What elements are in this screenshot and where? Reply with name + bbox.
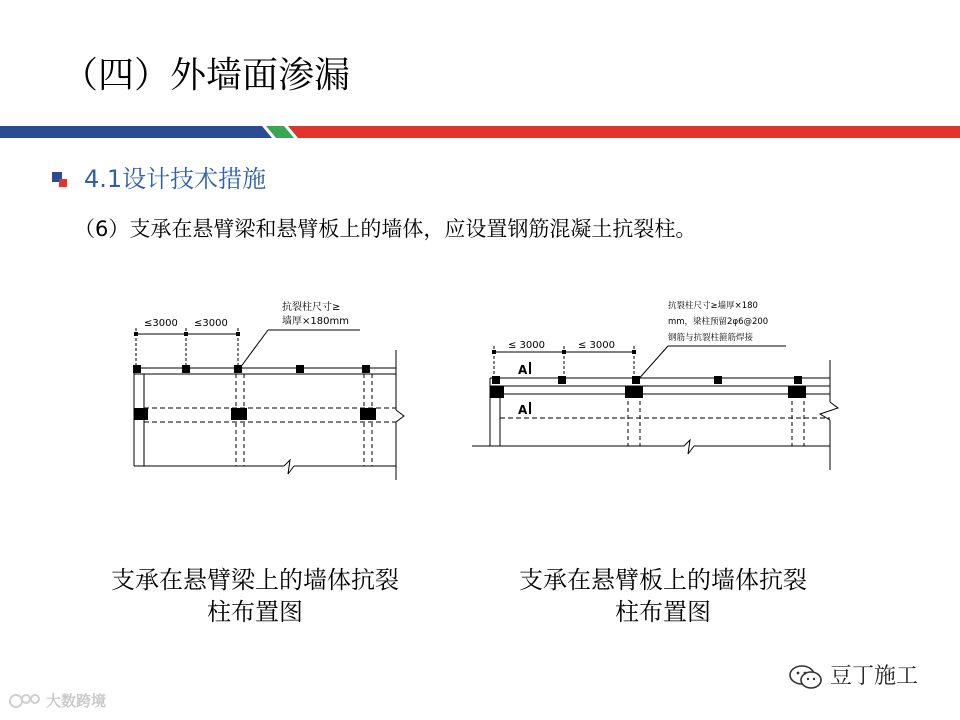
- cantilever-beam-diagram: [118, 290, 418, 490]
- caption-left-line2: 柱布置图: [207, 598, 303, 626]
- wechat-icon: [788, 663, 824, 691]
- right-note-line1: 抗裂柱尺寸≥墙厚×180: [668, 301, 758, 311]
- caption-right-line2: 柱布置图: [615, 598, 711, 626]
- left-note-line1: 抗裂柱尺寸≥: [282, 302, 341, 313]
- watermark-text: 大数跨境: [46, 692, 107, 710]
- slide-title: （四）外墙面渗漏: [62, 55, 351, 96]
- caption-right: [488, 564, 838, 628]
- caption-left: [80, 564, 430, 628]
- section-mark-bottom: A: [518, 403, 528, 417]
- brand-badge: [788, 662, 918, 692]
- left-dim-1: ≤3000: [144, 318, 178, 329]
- caption-right-line1: 支承在悬臂板上的墙体抗裂: [519, 566, 807, 594]
- right-dim-1: ≤ 3000: [508, 340, 546, 351]
- right-note-line3: 钢筋与抗裂柱箍筋焊接: [668, 333, 754, 343]
- left-dim-2: ≤3000: [194, 318, 228, 329]
- section-mark-top: A: [518, 363, 528, 377]
- section-heading: 4.1设计技术措施: [84, 165, 267, 193]
- brand-name: 豆丁施工: [830, 664, 919, 689]
- watermark-logo-icon: [8, 691, 42, 711]
- caption-left-line1: 支承在悬臂梁上的墙体抗裂: [111, 566, 399, 594]
- watermark: [8, 690, 106, 711]
- body-text: （6）支承在悬臂梁和悬臂板上的墙体，应设置钢筋混凝土抗裂柱。: [74, 217, 697, 241]
- bullet-icon: [52, 172, 68, 188]
- left-note-line2: 墙厚×180mm: [282, 316, 349, 327]
- right-note-line2: mm，梁柱预留2φ6@200: [668, 317, 769, 327]
- header-divider-bar: [0, 124, 960, 140]
- cantilever-slab-diagram: [468, 290, 848, 480]
- right-dim-2: ≤ 3000: [578, 340, 616, 351]
